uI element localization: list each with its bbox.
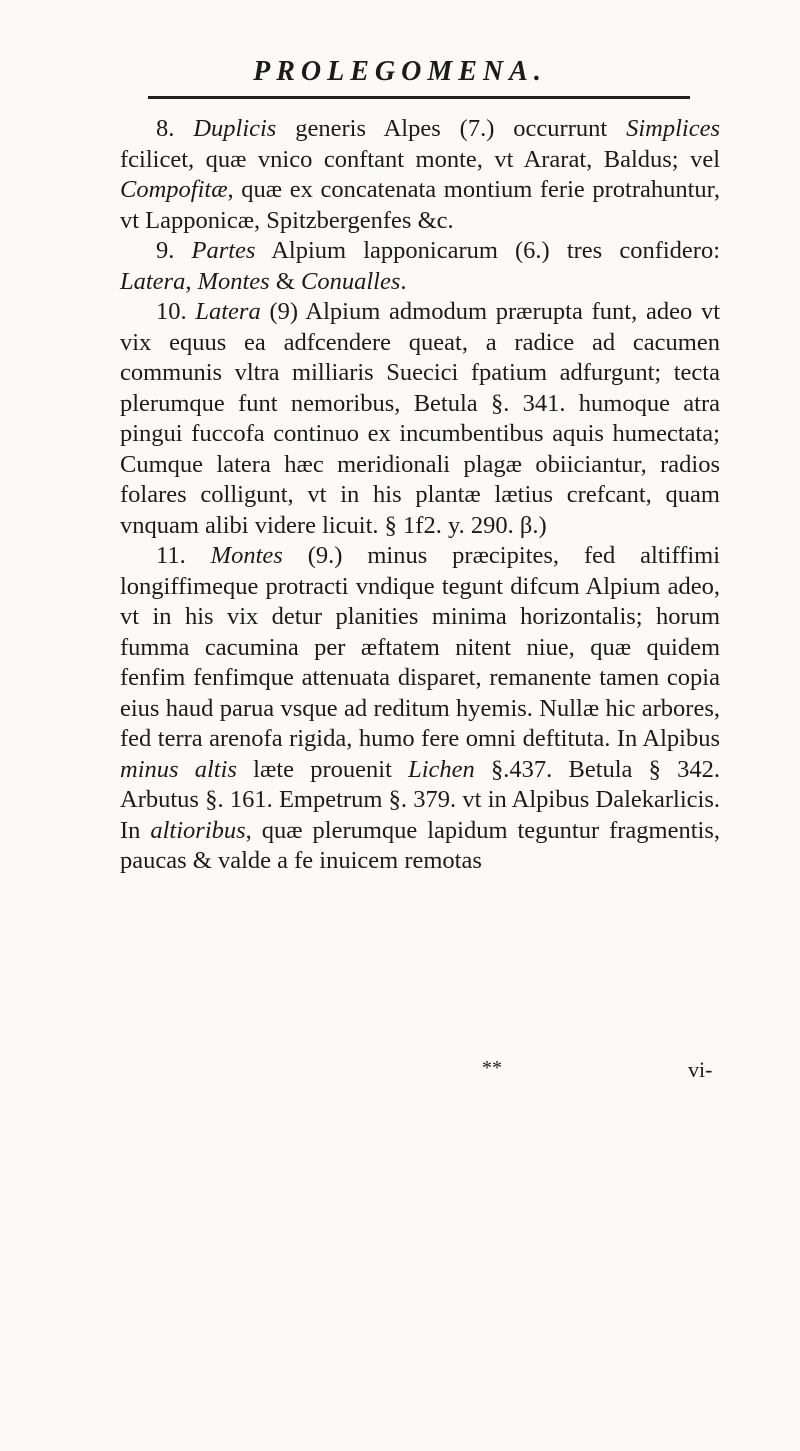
- italic-term: Montes: [210, 542, 283, 569]
- body-text: [120, 114, 720, 877]
- paragraph-10: [120, 297, 720, 541]
- paragraph-number: 11.: [156, 542, 186, 569]
- text-run: læte prouenit: [236, 755, 409, 783]
- italic-term: altioribus: [150, 816, 246, 844]
- italic-term: Latera: [195, 298, 261, 325]
- paragraph-11: [120, 541, 720, 877]
- text-run: §.437. Betula § 342. Arbutus §. 161. Empetrum §. 379. vt in Alpibus Dalekarlicis. In: [120, 755, 720, 844]
- signature-mark: **: [482, 1057, 502, 1079]
- italic-term: Lichen: [408, 755, 475, 783]
- text-run: (9) Alpium admodum prærupta funt, adeo vt vix equus ea adfcendere queat, a radice ad cacumen communis vltra milliaris Suecici fpatium adfurgunt; tecta plerumque funt nemoribus, Betula §. 341. humoque atra pingui fuccofa continuo ex incumbentibus aquis humectata; Cumque latera hæc meridionali plagæ obiiciantur, radios folares colligunt, vt in his plantæ lætius crefcant, quam vnquam alibi videre licuit. § 1f2. y. 290. β.): [120, 298, 720, 539]
- text-run: Alpium lapponicarum (6.) tres confidero:: [255, 237, 721, 264]
- text-run: generis Alpes (7.) occurrunt: [276, 115, 627, 142]
- text-run: .: [400, 267, 407, 295]
- text-run: , quæ plerumque lapidum teguntur fragmentis, paucas & valde a fe inuicem remotas: [120, 816, 720, 874]
- italic-term: Conualles: [301, 267, 401, 295]
- italic-term: minus altis: [120, 755, 237, 783]
- text-run: ,: [185, 267, 198, 295]
- paragraph-9: [120, 236, 720, 297]
- italic-term: Simplices: [626, 115, 721, 142]
- paragraph-number: 10.: [156, 298, 187, 325]
- text-run: &: [269, 267, 302, 295]
- catchword: vi-: [688, 1057, 713, 1082]
- paragraph-number: 8.: [156, 115, 175, 142]
- text-run: (9.) minus præcipites, fed altiffimi longiffimeque protracti vndique tegunt difcum Alpium adeo, vt in his vix detur planities minima horizontalis; horum fumma cacumina per æftatem nitent niue, quæ quidem fenfim fenfimque attenuata disparet, remanente tamen copia eius haud parua vsque ad reditum hyemis. Nullæ hic arbores, fed terra arenofa rigida, humo fere omni deftituta. In Alpibus: [120, 542, 720, 752]
- italic-term: Compofitæ: [120, 176, 228, 203]
- running-header: PROLEGOMENA.: [253, 56, 547, 87]
- page-footer: [0, 1057, 800, 1087]
- italic-term: Partes: [191, 237, 256, 264]
- paragraph-number: 9.: [156, 237, 175, 264]
- text-run: fcilicet, quæ vnico conftant monte, vt Ararat, Baldus; vel: [120, 145, 720, 173]
- italic-term: Duplicis: [193, 115, 277, 142]
- header-rule: [148, 96, 690, 99]
- paragraph-8: [120, 114, 720, 236]
- text-run: , quæ ex concatenata montium ferie protrahuntur, vt Lapponicæ, Spitzbergenfes &c.: [120, 176, 720, 234]
- italic-term: Montes: [197, 267, 270, 295]
- italic-term: Latera: [120, 267, 186, 295]
